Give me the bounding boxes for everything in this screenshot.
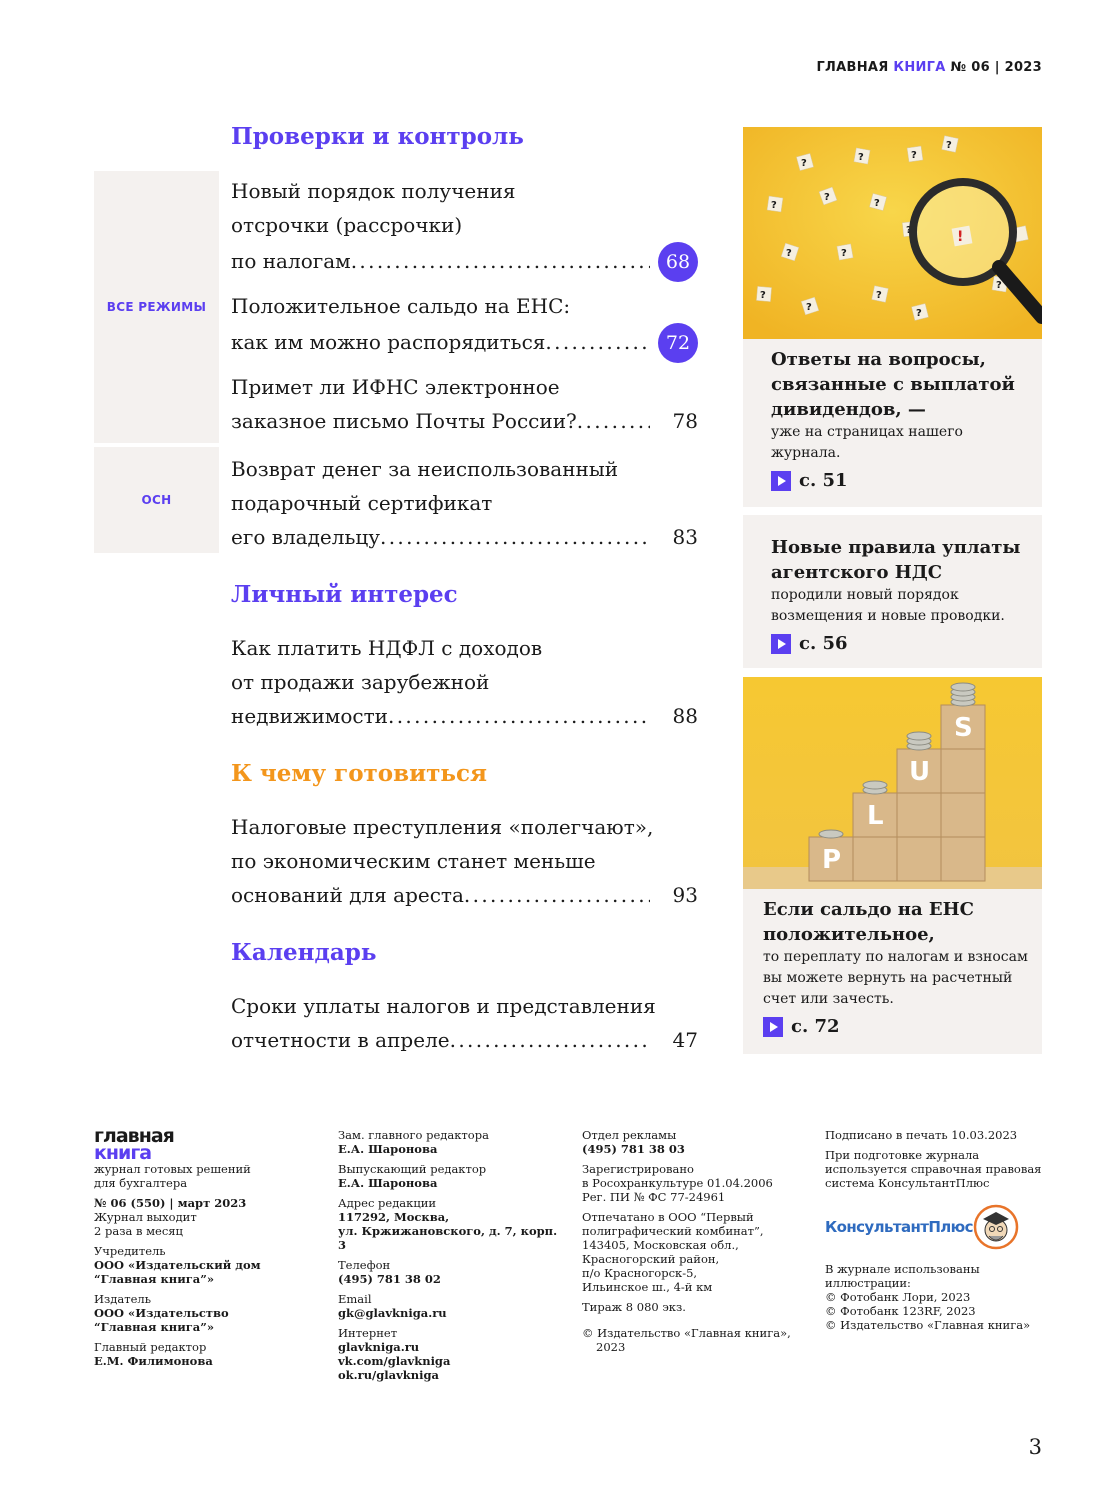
- svg-text:?: ?: [906, 225, 912, 236]
- page-number: 93: [672, 883, 698, 907]
- page-badge: 68: [650, 242, 698, 278]
- imprint-label: Главный редактор: [94, 1340, 207, 1354]
- consultant-plus-logo: КонсультантПлюс: [825, 1204, 1043, 1250]
- block-letter: S: [954, 713, 973, 743]
- card-title: Новые правила уплаты агентского НДС: [771, 537, 1021, 583]
- toc-leader-dots: [545, 325, 650, 359]
- toc-leader-dots: [450, 1023, 650, 1057]
- toc-line: по налогам: [231, 249, 351, 273]
- svg-text:?: ?: [911, 150, 917, 161]
- card-subtitle: уже на страницах нашего журнала.: [771, 424, 963, 461]
- play-arrow-icon: [771, 634, 791, 654]
- svg-text:?: ?: [760, 290, 766, 301]
- svg-text:?: ?: [801, 158, 807, 169]
- toc-line: Положительное сальдо на ЕНС:: [231, 294, 571, 318]
- toc-line: подарочный сертификат: [231, 491, 493, 515]
- imprint-text: для бухгалтера: [94, 1176, 188, 1190]
- toc-entry[interactable]: [231, 289, 698, 359]
- header-brand-a: ГЛАВНАЯ: [816, 60, 889, 75]
- svg-text:?: ?: [786, 248, 792, 259]
- play-arrow-icon: [771, 471, 791, 491]
- svg-text:?: ?: [916, 308, 922, 319]
- svg-text:?: ?: [806, 302, 812, 313]
- imprint-text: Журнал выходит: [94, 1210, 197, 1224]
- svg-text:?: ?: [771, 200, 777, 211]
- section-title-calendar: Календарь: [231, 939, 377, 966]
- toc-line: его владельцу: [231, 525, 380, 549]
- toc-line: отчетности в апреле: [231, 1028, 450, 1052]
- imprint-col-3: Отдел рекламы (495) 781 38 03 Зарегистрировано в Росохранкультуре 01.04.2006 Рег. ПИ № ФС 77-24961 Отпечатано в ООО “Первый полиграфический комбинат”, 143405, Московская обл., Красногорский район, п/о Красногорск-5, Ильинское ш., 4-й км Тираж 8 080 экз. © Издательство «Главная книга», 2023: [582, 1128, 802, 1354]
- toc-line: Новый порядок получения: [231, 179, 516, 203]
- svg-text:!: !: [957, 229, 964, 245]
- magazine-logo: главная книга: [94, 1125, 174, 1164]
- svg-text:?: ?: [841, 248, 847, 259]
- card-vat-text: [771, 535, 1036, 654]
- toc-line: Возврат денег за неиспользованный: [231, 457, 619, 481]
- toc-line: Налоговые преступления «полегчают»,: [231, 815, 654, 839]
- vk-link[interactable]: vk.com/glavkniga: [338, 1354, 451, 1368]
- toc-leader-dots: [388, 699, 650, 733]
- imprint-label: Интернет: [338, 1326, 398, 1340]
- toc-leader-dots: [380, 520, 650, 554]
- svg-text:?: ?: [996, 280, 1002, 291]
- toc-entry[interactable]: [231, 452, 698, 554]
- imprint-label: Телефон: [338, 1258, 391, 1272]
- imprint-label: Выпускающий редактор: [338, 1162, 487, 1176]
- block-letter: U: [909, 757, 931, 787]
- header-brand-b: КНИГА: [893, 60, 946, 75]
- toc-line: оснований для ареста: [231, 883, 464, 907]
- question-cards-magnifier-image: [743, 127, 1042, 339]
- toc-line: Примет ли ИФНС электронное: [231, 375, 560, 399]
- imprint-col-2: Зам. главного редактора Е.А. Шаронова Выпускающий редактор Е.А. Шаронова Адрес редакции 117292, Москва, ул. Кржижановского, д. 7, корп. 3 Телефон (495) 781 38 02 Email gk@glavkniga.ru Интернет glavkniga.ru vk.com/glavkniga ok.ru/glavkniga: [338, 1128, 568, 1382]
- card-title: Ответы на вопросы, связанные с выплатой дивидендов, —: [771, 349, 1015, 420]
- svg-text:?: ?: [824, 192, 830, 203]
- section-title-prepare: К чему готовиться: [231, 760, 488, 787]
- circulation: Тираж 8 080 экз.: [582, 1300, 686, 1314]
- toc-leader-dots: [351, 244, 650, 278]
- toc-line: от продажи зарубежной: [231, 670, 490, 694]
- card-subtitle: породили новый порядок возмещения и новые проводки.: [771, 587, 1005, 624]
- imprint-label: Отдел рекламы: [582, 1128, 677, 1142]
- toc-line: отсрочки (рассрочки): [231, 213, 463, 237]
- toc-leader-dots: [464, 878, 650, 912]
- toc-leader-dots: [577, 404, 650, 438]
- card-title: Если сальдо на ЕНС положительное,: [763, 899, 974, 945]
- block-letter: P: [822, 845, 842, 875]
- email-link[interactable]: gk@glavkniga.ru: [338, 1306, 447, 1320]
- imprint-text: 2 раза в месяц: [94, 1224, 183, 1238]
- header-issue: № 06 | 2023: [950, 60, 1042, 75]
- imprint-label: Зам. главного редактора: [338, 1128, 489, 1142]
- section-title-personal: Личный интерес: [231, 581, 458, 608]
- card-page-link[interactable]: с. 51: [771, 470, 1036, 491]
- page-number: 83: [672, 525, 698, 549]
- toc-entry[interactable]: [231, 989, 698, 1057]
- svg-text:?: ?: [874, 198, 880, 209]
- block-letter: L: [867, 801, 884, 831]
- ok-link[interactable]: ok.ru/glavkniga: [338, 1368, 439, 1382]
- imprint-label: Издатель: [94, 1292, 151, 1306]
- ads-phone-link[interactable]: (495) 781 38 03: [582, 1142, 685, 1156]
- svg-text:?: ?: [946, 140, 952, 151]
- imprint-label: Email: [338, 1292, 372, 1306]
- card-saldo-text: [763, 897, 1028, 1037]
- toc-entry[interactable]: [231, 370, 698, 438]
- consultant-plus-mascot-icon: [973, 1204, 1019, 1250]
- toc-line: недвижимости: [231, 704, 388, 728]
- page-number: 88: [672, 704, 698, 728]
- toc-entry[interactable]: [231, 174, 698, 278]
- svg-text:?: ?: [858, 152, 864, 163]
- running-header: [816, 60, 1042, 75]
- issue-number: № 06 (550) | март 2023: [94, 1196, 247, 1210]
- card-subtitle: то переплату по налогам и взносам вы можете вернуть на расчетный счет или зачесть.: [763, 949, 1028, 1007]
- card-page-link[interactable]: с. 72: [763, 1016, 1028, 1037]
- play-arrow-icon: [763, 1017, 783, 1037]
- page-badge: 72: [650, 323, 698, 359]
- imprint-label: Адрес редакции: [338, 1196, 437, 1210]
- section-title-checks: Проверки и контроль: [231, 123, 524, 150]
- toc-line: как им можно распорядиться: [231, 330, 546, 354]
- imprint-col-1: главная книга журнал готовых решений для бухгалтера № 06 (550) | март 2023 Журнал выходит 2 раза в месяц Учредитель ООО «Издательский дом “Главная книга”» Издатель ООО «Издательство “Главная книга”» Главный редактор Е.М. Филимонова: [94, 1128, 314, 1368]
- toc-line: по экономическим станет меньше: [231, 849, 596, 873]
- page-number: 47: [672, 1028, 698, 1052]
- website-link[interactable]: glavkniga.ru: [338, 1340, 420, 1354]
- tag-osn: ОСН: [94, 447, 219, 553]
- page-number: 3: [1028, 1435, 1042, 1459]
- imprint-col-4: Подписано в печать 10.03.2023 При подготовке журнала используется справочная правовая система КонсультантПлюс КонсультантПлюс В журнале использованы иллюстрации: © Фотобанк Лори, 2023 © Фотобанк 123RF, 2023 © Издательство «Главная книга»: [825, 1128, 1042, 1332]
- plus-blocks-coins-image: [743, 677, 1042, 889]
- imprint-label: Учредитель: [94, 1244, 166, 1258]
- toc-line: Как платить НДФЛ с доходов: [231, 636, 543, 660]
- tag-all-modes: ВСЕ РЕЖИМЫ: [94, 171, 219, 443]
- imprint-text: журнал готовых решений: [94, 1162, 251, 1176]
- page-number: 78: [672, 409, 698, 433]
- toc-line: Сроки уплаты налогов и представления: [231, 994, 656, 1018]
- card-page-link[interactable]: с. 56: [771, 633, 1036, 654]
- phone-link[interactable]: (495) 781 38 02: [338, 1272, 441, 1286]
- svg-text:?: ?: [876, 290, 882, 301]
- toc-entry[interactable]: [231, 631, 698, 733]
- signed-date: Подписано в печать 10.03.2023: [825, 1128, 1018, 1142]
- toc-line: заказное письмо Почты России?: [231, 409, 577, 433]
- toc-entry[interactable]: [231, 810, 698, 912]
- card-dividends-text: [771, 347, 1036, 491]
